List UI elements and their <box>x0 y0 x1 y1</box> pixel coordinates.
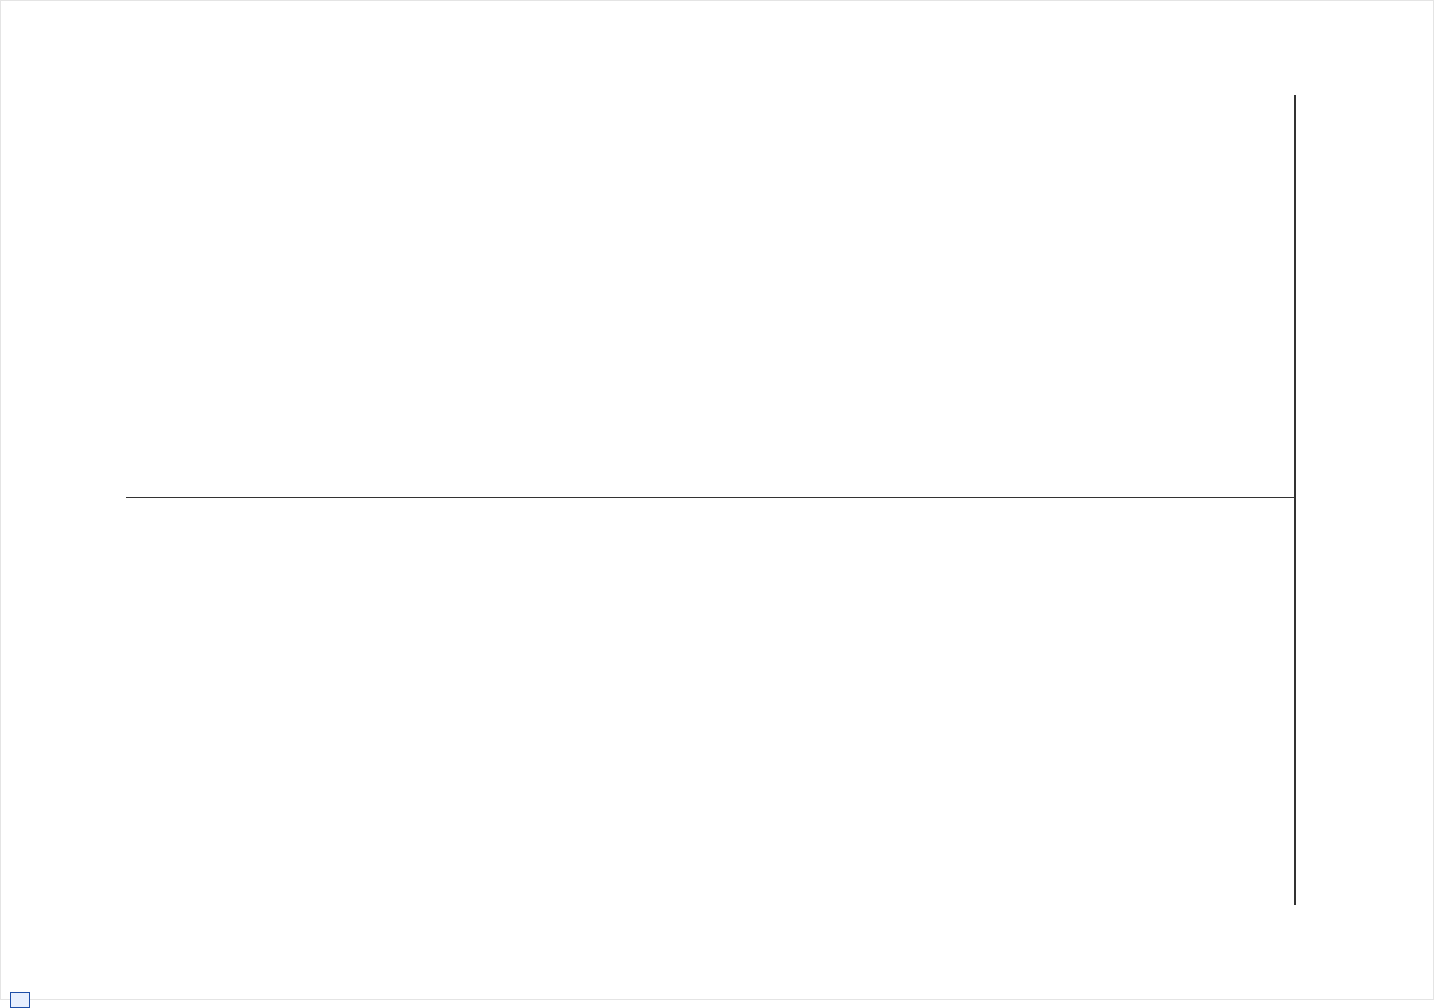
dfg-logo-icon <box>10 992 30 1008</box>
header-rule <box>1294 95 1296 905</box>
digitization-note <box>6 992 30 1008</box>
column-divider <box>126 497 1294 498</box>
